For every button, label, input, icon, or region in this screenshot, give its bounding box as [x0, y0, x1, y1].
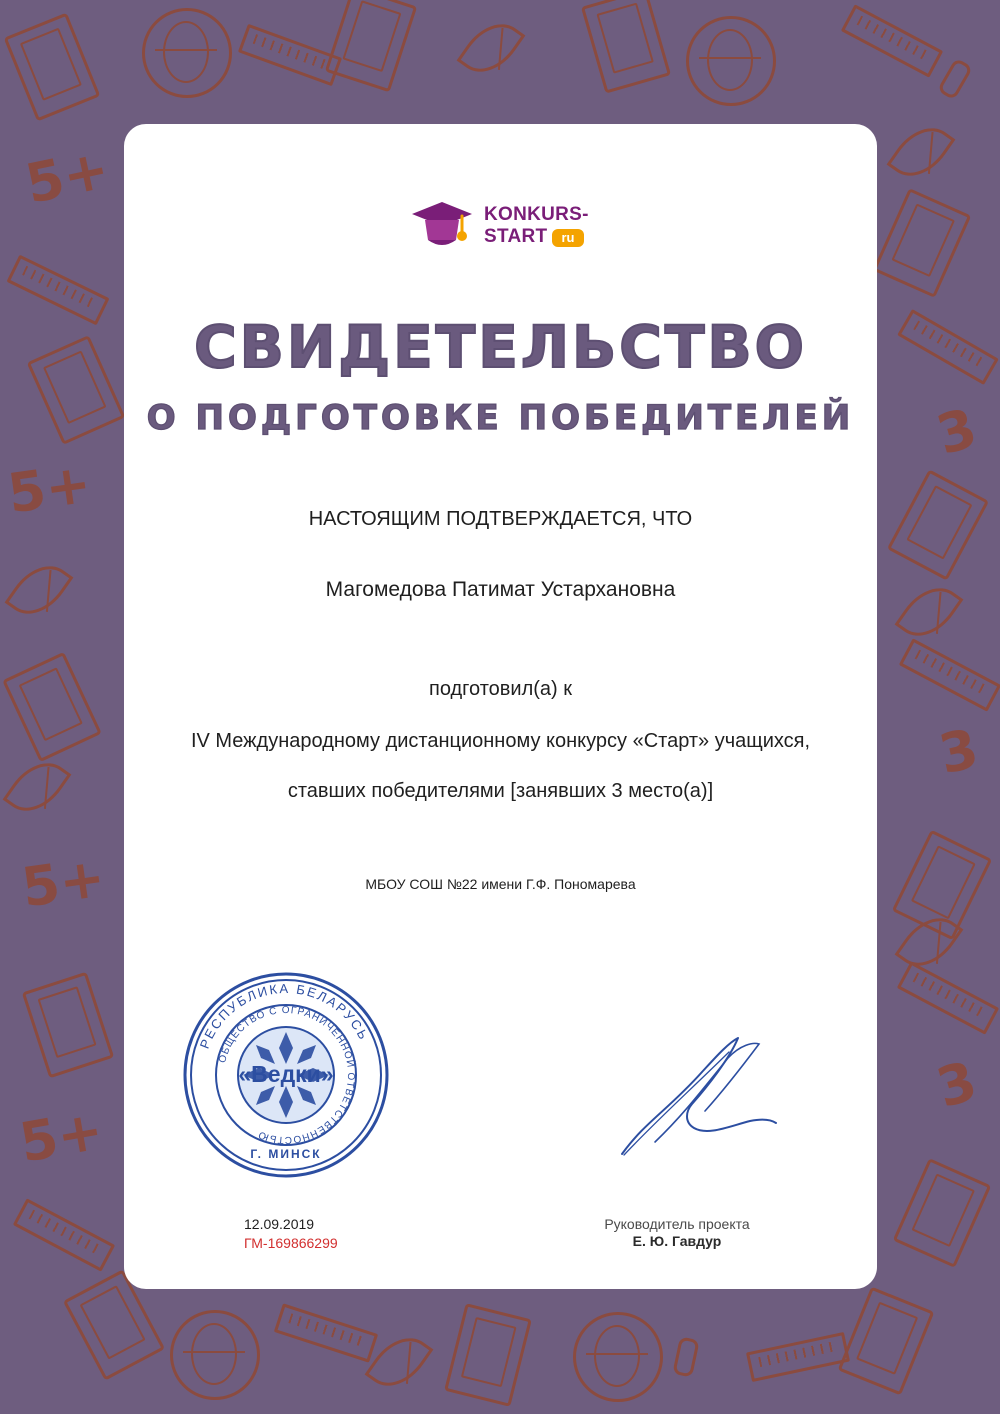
ruler-doodle — [746, 1332, 850, 1382]
globe-doodle — [573, 1312, 663, 1402]
winners-text: ставших победителями [занявших 3 место(а)] — [287, 780, 714, 802]
leader-name: Е. Ю. Гавдур — [632, 1233, 722, 1249]
graduation-cap-icon — [404, 196, 480, 256]
five-plus-doodle: 5+ — [20, 137, 115, 216]
leaf-doodle — [3, 750, 72, 823]
ruler-doodle — [897, 309, 999, 385]
book-doodle — [838, 1287, 935, 1396]
leaf-doodle — [895, 575, 964, 648]
five-plus-doodle: 5+ — [3, 451, 95, 526]
certificate-subtitle: О ПОДГОТОВКЕ ПОБЕДИТЕЛЕЙ — [146, 398, 855, 438]
globe-doodle — [686, 16, 776, 106]
contest-text: IV Международному дистанционному конкурсу «Старт» учащихся, — [190, 730, 811, 752]
logo-text-line-2: START — [484, 226, 548, 247]
book-doodle — [581, 0, 671, 94]
book-doodle — [325, 0, 417, 92]
five-plus-doodle: 5+ — [17, 845, 109, 920]
book-doodle — [887, 469, 989, 580]
issue-date: 12.09.2019 — [244, 1216, 315, 1232]
three-doodle: 3 — [929, 1049, 984, 1120]
konkurs-start-logo — [404, 196, 614, 258]
book-doodle — [444, 1303, 532, 1407]
ruler-doodle — [274, 1303, 378, 1362]
book-doodle — [4, 13, 101, 122]
book-doodle — [893, 1158, 992, 1268]
ruler-doodle — [899, 638, 1000, 711]
ruler-doodle — [841, 4, 943, 77]
logo-ru-badge: ru — [552, 229, 584, 247]
confirmation-text: НАСТОЯЩИМ ПОДТВЕРЖДАЕТСЯ, ЧТО — [308, 508, 693, 530]
three-doodle: 3 — [933, 716, 984, 787]
person-name: Магомедова Патимат Устархановна — [325, 578, 676, 601]
stamp-inner-text: ОБЩЕСТВО С ОГРАНИЧЕННОЙ ОТВЕТСТВЕННОСТЬЮ — [217, 1004, 357, 1146]
ruler-doodle — [6, 255, 109, 326]
book-doodle — [27, 335, 126, 445]
clip-doodle — [937, 58, 973, 101]
signature — [610, 1034, 780, 1164]
three-doodle: 3 — [929, 396, 984, 467]
globe-doodle — [142, 8, 232, 98]
leaf-doodle — [887, 115, 956, 188]
stamp-center-text: «Ведки» — [238, 1061, 334, 1087]
school-text: МБОУ СОШ №22 имени Г.Ф. Пономарева — [365, 876, 636, 892]
leader-role: Руководитель проекта — [604, 1216, 750, 1232]
leaf-doodle — [5, 553, 74, 626]
book-doodle — [2, 652, 102, 762]
ruler-doodle — [238, 24, 342, 86]
book-doodle — [22, 972, 114, 1079]
certificate-code: ГМ-169866299 — [244, 1235, 338, 1251]
certificate-title: СВИДЕТЕЛЬСТВО — [194, 313, 807, 381]
official-stamp — [179, 968, 393, 1182]
certificate-card — [124, 124, 877, 1289]
book-doodle — [873, 188, 972, 298]
logo-text-line-1: KONKURS- — [484, 204, 589, 225]
prepared-text: подготовил(а) к — [429, 678, 572, 700]
ruler-doodle — [897, 961, 999, 1034]
stamp-outer-text: РЕСПУБЛИКА БЕЛАРУСЬ — [196, 980, 372, 1051]
stamp-bottom-text: Г. МИНСК — [250, 1147, 322, 1161]
five-plus-doodle: 5+ — [15, 1098, 108, 1175]
ruler-doodle — [13, 1198, 115, 1271]
globe-doodle — [170, 1310, 260, 1400]
clip-doodle — [672, 1336, 699, 1377]
leaf-doodle — [457, 11, 526, 84]
